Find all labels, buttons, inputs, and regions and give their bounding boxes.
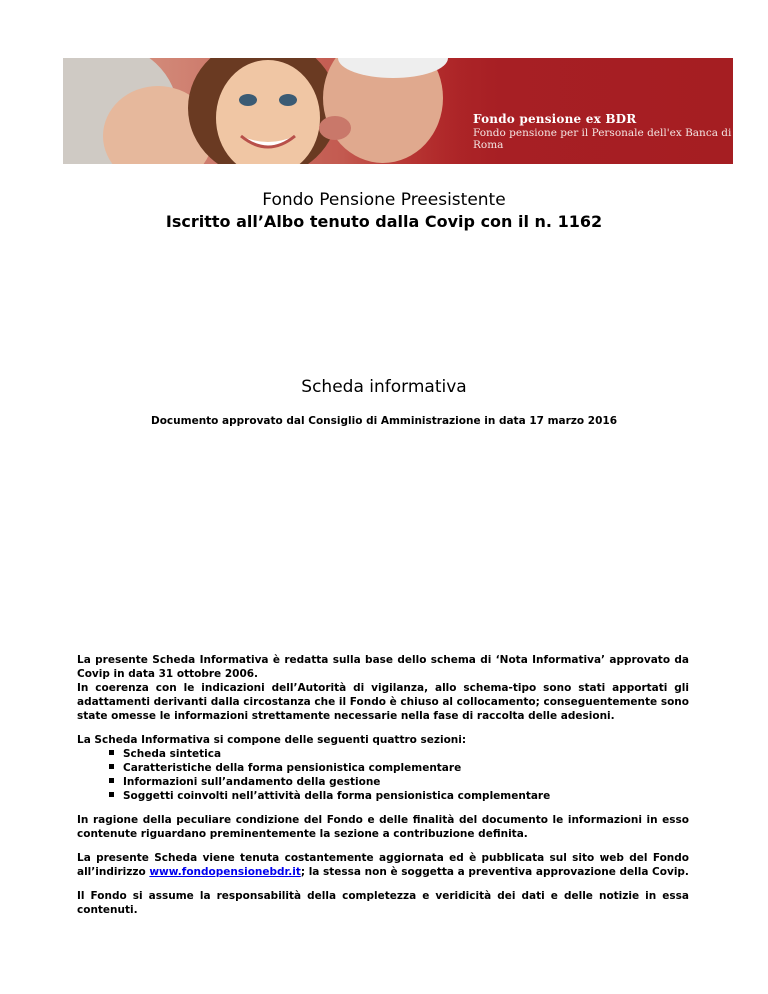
- website-paragraph: [77, 851, 689, 879]
- sections-intro: La Scheda Informativa si compone delle seguenti quattro sezioni:: [77, 734, 467, 746]
- list-item-label: Scheda sintetica: [123, 748, 222, 760]
- registration-title: Iscritto all’Albo tenuto dalla Covip con il n. 1162: [165, 212, 603, 231]
- list-item-label: Caratteristiche della forma pensionistica complementare: [123, 762, 462, 774]
- sections-list: [77, 747, 689, 803]
- list-item: [109, 789, 689, 803]
- document-body: [77, 653, 689, 927]
- list-item: [109, 761, 689, 775]
- intro-paragraph: [77, 653, 689, 723]
- website-text-before: La presente Scheda viene tenuta costantemente aggiornata ed è pubblicata sul sito web del Fondo all’indirizzo: [77, 852, 689, 878]
- scope-paragraph: In ragione della peculiare condizione del Fondo e delle finalità del documento le informazioni in esso contenute riguardano preminentemente la sezione a contribuzione definita.: [77, 814, 689, 840]
- list-item: [109, 747, 689, 761]
- approval-note: Documento approvato dal Consiglio di Amministrazione in data 17 marzo 2016: [151, 415, 617, 427]
- fund-name: Fondo pensione ex BDR: [473, 112, 637, 126]
- bullet-icon: [109, 764, 114, 769]
- intro-sentence: La presente Scheda Informativa è redatta sulla base dello schema di ‘Nota Informativa’ approvato da Covip in data 31 ottobre 2006.: [77, 654, 689, 680]
- family-photo: [63, 58, 463, 164]
- document-title: Scheda informativa: [301, 377, 467, 397]
- list-item: [109, 775, 689, 789]
- bullet-icon: [109, 792, 114, 797]
- banner-text: [473, 112, 733, 151]
- list-item-label: Informazioni sull’andamento della gestione: [123, 776, 381, 788]
- title-block: [0, 190, 768, 232]
- website-text-after: ; la stessa non è soggetta a preventiva approvazione della Covip.: [300, 866, 689, 878]
- responsibility-paragraph: Il Fondo si assume la responsabilità della completezza e veridicità dei dati e delle notizie in essa contenuti.: [77, 890, 689, 916]
- bullet-icon: [109, 750, 114, 755]
- fund-subtitle: Fondo pensione per il Personale dell'ex Banca di Roma: [473, 127, 732, 151]
- list-item-label: Soggetti coinvolti nell’attività della forma pensionistica complementare: [123, 790, 551, 802]
- header-banner: [63, 58, 733, 164]
- website-link[interactable]: www.fondopensionebdr.it: [149, 866, 301, 878]
- adaptation-sentence: In coerenza con le indicazioni dell’Autorità di vigilanza, allo schema-tipo sono stati apportati gli adattamenti derivanti dalla circostanza che il Fondo è chiuso al collocamento; conseguentemente sono state omesse le informazioni strettamente necessarie nella fase di raccolta delle adesioni.: [77, 682, 689, 722]
- fund-type-title: Fondo Pensione Preesistente: [262, 190, 506, 210]
- bullet-icon: [109, 778, 114, 783]
